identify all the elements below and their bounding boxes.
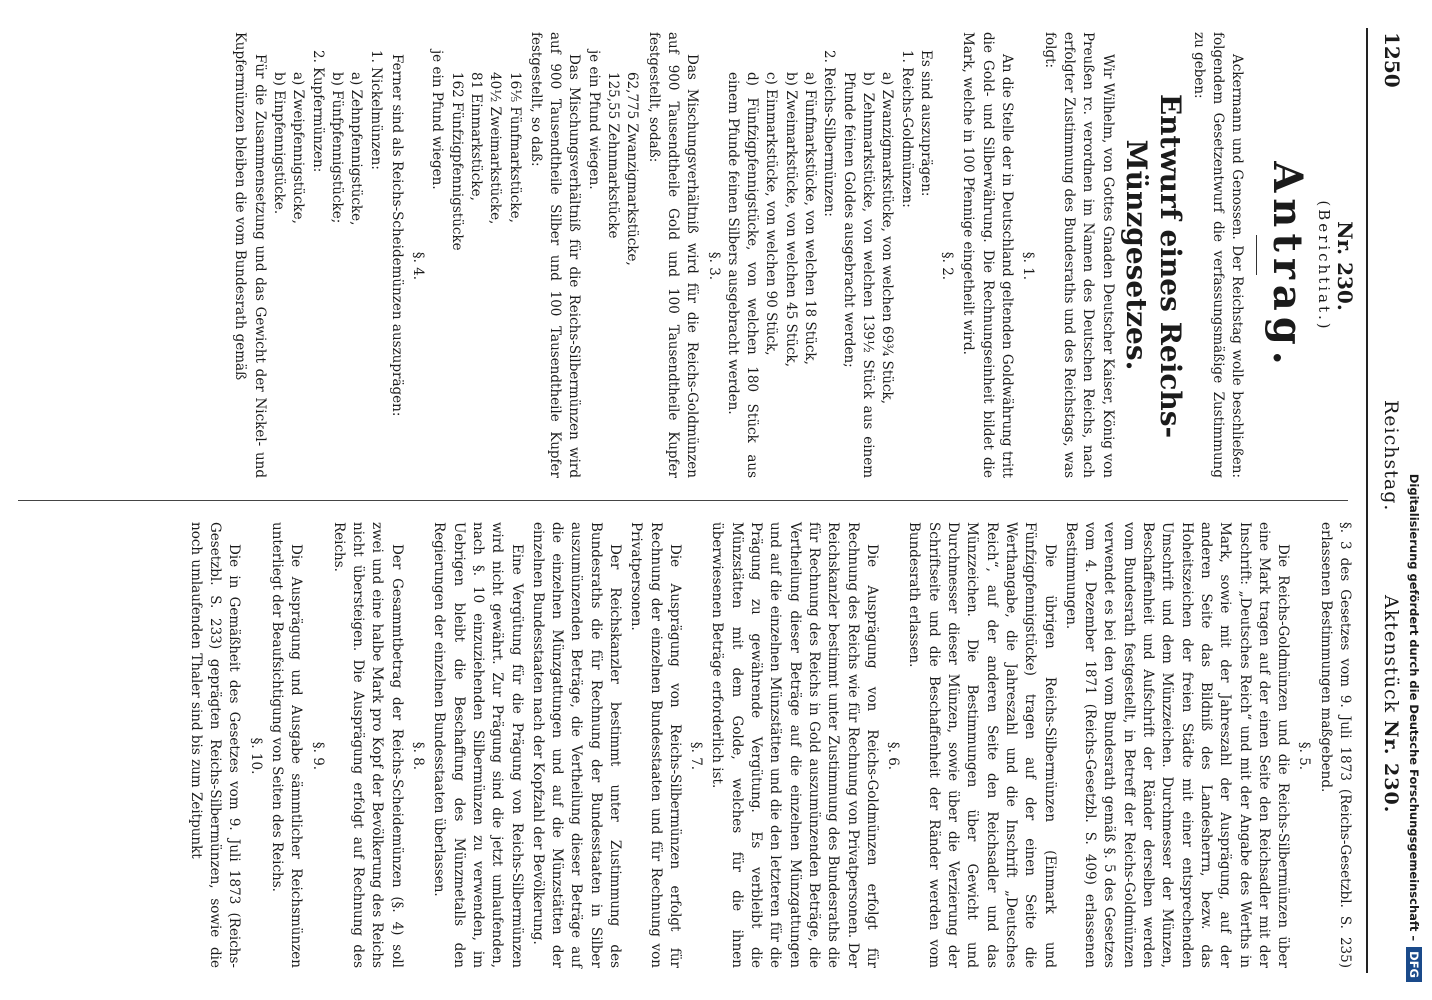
section-10-text: Die in Gemäßheit des Gesetzes vom 9. Juli 1873 (Reichs-Gesetzbl. S. 233) geprägten Reichs-Silbermünzen, sowie die noch umlaufenden Thaler sind bis zum Zeitpunkt: [187, 522, 243, 968]
list-item: 40½ Zweimarkstücke,: [487, 72, 504, 225]
list-item: b) Zweimarkstücke, von welchen 45 Stück,: [782, 72, 799, 367]
section-5-text: Die Reichs-Goldmünzen und die Reichs-Silbermünzen über eine Mark tragen auf der einen Seite den Reichsadler mit der Inschrift: „Deutsches Reich“ und mit der Angabe des Werths in Mark, sowie mit der Jahreszahl der Ausprägung, auf der anderen Seite das Bildniß des Landesherrn, bezw. das Hoheitszeichen der freien Städte mit einer entsprechenden Umschrift und dem Münzzeichen. Durchmesser der Münzen, Beschaffenheit und Aufschrift der Ränder derselben werden vom Bundesrath festgestellt, in Betreff der Reichs-Goldmünzen verwendet es bei den vom Bundesrath gemäß §. 5 des Gesetzes vom 4. Dezember 1871 (Reichs-Gesetzbl. S. 409) erlassenen Bestimmungen.: [1062, 522, 1292, 968]
section-9-text: Die Ausprägung und Ausgabe sämmtlicher Reichsmünzen unterliegt der Beaufsichtigung von Seiten des Reichs.: [268, 522, 305, 968]
doc-title: Antrag.: [1264, 161, 1312, 371]
intro-text: Ackermann und Genossen. Der Reichstag wolle beschließen: folgendem Gesetzentwurf die verfassungsmäßige Zustimmung zu geben:: [1190, 32, 1246, 478]
doc-number: Nr. 230.: [1333, 221, 1357, 311]
list-item: 2. Kupfermünzen:: [309, 50, 326, 173]
dfg-logo: DFG: [1406, 947, 1422, 982]
header-right-number: Nr. 230.: [1380, 720, 1402, 814]
section-7-text: Eine Vergütung für die Prägung von Reichs-Silbermünzen wird nicht gewährt. Zur Prägung sind die jetzt umlaufenden, nach §. 10 einzuziehenden Silbermünzen zu verwenden, im Uebrigen bleibt die Beschaffung des Münzmetalls den Regierungen der einzelnen Bundesstaaten überlassen.: [431, 522, 525, 968]
section-9: §. 9.: [309, 741, 326, 771]
credit-text: Digitalisierung gefördert durch die Deutsche Forschungsgemeinschaft –: [1407, 473, 1421, 942]
section-8: §. 8.: [410, 741, 427, 771]
section-4-text: Ferner sind als Reichs-Scheidemünzen auszuprägen:: [388, 54, 405, 417]
section-3-text: Das Mischungsverhältniß für die Reichs-Silbermünzen wird auf 900 Tausendtheile Silber und 100 Tausendtheile Kupfer festgestellt, so daß:: [527, 32, 583, 478]
header-right-prefix: Aktenstück: [1380, 595, 1402, 714]
section-3: §. 3.: [705, 251, 722, 281]
section-2-intro: Es sind auszuprägen:: [917, 50, 934, 197]
list-item: 125,55 Zehnmarkstücke: [605, 72, 622, 239]
list-item: c) Einmarkstücke, von welchen 90 Stück,: [763, 72, 780, 356]
list-item: 1. Nickelmünzen:: [367, 50, 384, 170]
list-item: b) Fünfpfennigstücke;: [328, 72, 345, 224]
list-item: 62,775 Zwanzigmarkstücke,: [624, 72, 641, 266]
header-left: Reichstag.: [1380, 400, 1402, 512]
section-4-end: Für die Zusammensetzung und das Gewicht der Nickel- und Kupfermünzen bleiben die vom Bundesrath gemäß: [232, 32, 268, 478]
list-item: je ein Pfund wiegen.: [429, 50, 446, 190]
section-1-text: An die Stelle der in Deutschland geltenden Goldwährung tritt die Gold- und Silberwährung. Die Rechnungseinheit bildet die Mark, welche in 100 Pfennige eingetheilt wird.: [960, 32, 1016, 478]
continued-text: §. 3 des Gesetzes vom 9. Juli 1873 (Reichs-Gesetzbl. S. 235) erlassenen Bestimmungen maßgebend.: [1317, 522, 1353, 968]
section-3-text: Das Mischungsverhältniß wird für die Reichs-Goldmünzen auf 900 Tausendtheile Gold und 100 Tausendtheile Kupfer festgestellt, sodaß:: [645, 32, 701, 478]
section-5: §. 5.: [1296, 741, 1313, 771]
list-item: a) Zwanzigmarkstücke, von welchen 69¾ Stück,: [879, 72, 896, 404]
list-item: d) Fünfzigpfennigstücke, von welchen 180 Stück aus einem Pfunde feinen Silbers ausgebracht werden.: [724, 72, 761, 478]
law-heading: Entwurf eines Reichs-Münzgesetzes.: [1119, 93, 1187, 439]
list-item: 16⅕ Fünfmarkstücke,: [506, 72, 523, 223]
list-item: a) Zehnpfennigstücke,: [348, 72, 365, 226]
preamble: Wir Wilhelm, von Gottes Gnaden Deutscher Kaiser, König von Preußen rc. verordnen im Namen des Deutschen Reichs, nach erfolgter Zustimmung des Bundesraths und des Reichstags, was folgt:: [1041, 32, 1116, 478]
section-2: §. 2.: [939, 251, 956, 281]
list-item: a) Fünfmarkstücke, von welchen 18 Stück,: [802, 72, 819, 365]
doc-subtitle: (Berichtiat.): [1314, 200, 1333, 332]
section-7-text: Die Ausprägung von Reichs-Silbermünzen erfolgt für Rechnung der einzelnen Bundesstaaten und für Rechnung von Privatpersonen.: [628, 522, 683, 968]
section-6: §. 6.: [885, 741, 902, 771]
list-item: 162 Fünfzigpfennigstücke: [448, 72, 465, 251]
list-item: 81 Einmarkstücke,: [468, 72, 485, 201]
list-item: a) Zweipfennigstücke,: [290, 72, 307, 224]
page-number: 1250: [1380, 32, 1404, 88]
list-item: b) Zehnmarkstücke, von welchen 139½ Stück aus einem Pfunde feinen Goldes ausgebracht werden;: [840, 72, 876, 478]
section-7: §. 7.: [688, 741, 705, 771]
credit-text-line: [1396, 0, 1432, 1000]
section-10: §. 10.: [247, 737, 264, 775]
list-item: b) Einpfennigstücke.: [271, 72, 288, 215]
title-rule: [1256, 235, 1257, 275]
header-rule: [1366, 28, 1368, 973]
section-7-text: Der Reichskanzler bestimmt unter Zustimmung des Bundesraths die für Rechnung der Bundesstaaten in Silber auszumünzenden Beträge, die Vertheilung dieser Beträge auf die einzelnen Münzgattungen und auf die Münzstätten der einzelnen Bundesstaaten nach der Kopfzahl der Bevölkerung.: [529, 522, 624, 968]
digitization-credit: [1396, 0, 1432, 1000]
section-6-text: Die Ausprägung von Reichs-Goldmünzen erfolgt für Rechnung des Reichs wie für Rechnung von Privatpersonen. Der Reichskanzler bestimmt unter Zustimmung des Bundesraths die für Rechnung des Reichs in Gold auszumünzenden Beträge, die Vertheilung dieser Beträge auf die einzelnen Münzgattungen und auf die einzelnen Münzstätten und die den letzteren für die Prägung zu gewährende Vergütung. Es verbleibt die Münzstätten mit dem Golde, welches für die ihnen überwiesenen Beträge erforderlich ist.: [709, 522, 880, 968]
left-column: [228, 32, 1357, 478]
list-item: 2. Reichs-Silbermünzen:: [821, 50, 838, 217]
list-item: je ein Pfund wiegen.: [585, 50, 602, 190]
section-5-text: Die übrigen Reichs-Silbermünzen (Einmark und Fünfzigpfennigstücke) tragen auf der einen Seite die Werthangabe, die Jahreszahl und die Inschrift „Deutsches Reich“, auf der anderen Seite den Reichsadler und das Münzzeichen. Die Bestimmungen über Gewicht und Durchmesser dieser Münzen, sowie über die Verzierung der Schriftseite und die Beschaffenheit der Ränder werden vom Bundesrath erlassen.: [906, 522, 1058, 968]
section-1: §. 1.: [1020, 251, 1037, 281]
list-item: 1. Reichs-Goldmünzen:: [898, 50, 915, 208]
right-column: [183, 522, 1354, 968]
section-4: §. 4.: [410, 251, 427, 281]
column-divider: [18, 500, 1348, 501]
section-8-text: Der Gesammtbetrag der Reichs-Scheidemünzen (§. 4) soll zwei und eine halbe Mark pro Kopf der Bevölkerung des Reichs nicht übersteigen. Die Ausprägung erfolgt auf Rechnung des Reichs.: [330, 522, 405, 968]
